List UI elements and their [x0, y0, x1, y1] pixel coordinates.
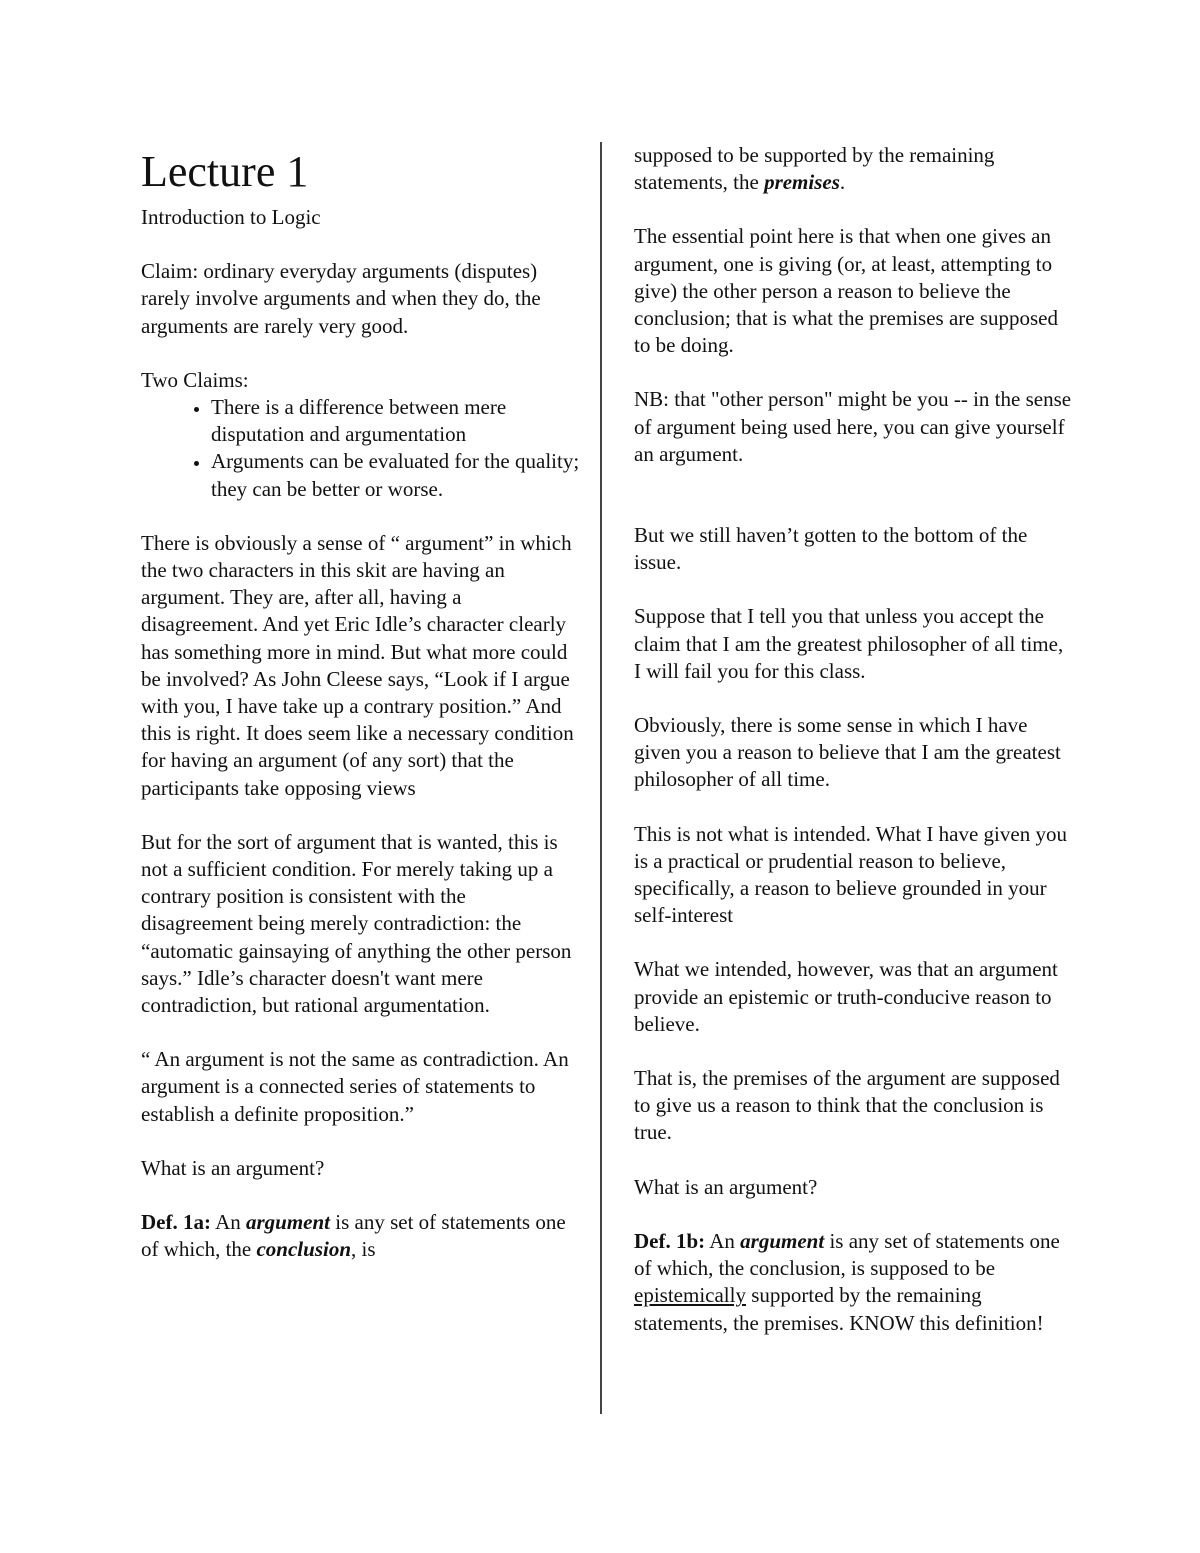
question-heading-right: What is an argument?	[634, 1174, 818, 1199]
lecture-subtitle: Introduction to Logic	[141, 205, 321, 229]
claims-list	[141, 394, 581, 503]
definition-1b	[634, 1228, 1074, 1337]
question-heading-left: What is an argument?	[141, 1155, 325, 1180]
column-divider	[600, 142, 602, 1414]
def-cont-text-1: supposed to be supported by the remaining statements, the	[634, 143, 995, 195]
bottom-of-issue-paragraph: But we still haven’t gotten to the bottom of the issue.	[634, 523, 1028, 575]
lecture-title: Lecture 1	[141, 147, 309, 196]
claim-bullet-1: • There is a difference between mere disputation and argumentation	[211, 394, 581, 448]
argument-quote: “ An argument is not the same as contradiction. An argument is a connected series of statements to establish a definite proposition.”	[141, 1047, 569, 1126]
nb-paragraph: NB: that "other person" might be you -- in the sense of argument being used here, you can give yourself an argument.	[634, 387, 1072, 466]
right-column	[634, 142, 1074, 1364]
def-1a-text-2: is any set of statements one of which, the	[141, 1210, 566, 1262]
definition-1a-continued	[634, 142, 1074, 196]
def-1b-text-2: is any set of statements one of which, the conclusion, is supposed to be	[634, 1228, 1060, 1281]
def-term-premises: premises	[764, 170, 840, 195]
def-1b-text-3: supported by the remaining statements, the premises. KNOW this definition!	[634, 1283, 1044, 1335]
sufficient-condition-paragraph: But for the sort of argument that is wanted, this is not a sufficient condition. For merely taking up a contrary position is consistent with the disagreement being merely contradiction: the “automatic gainsaying of anything the other person says.” Idle’s character doesn't want mere contradiction, but rational argumentation.	[141, 829, 572, 1018]
def-1a-term-conclusion: conclusion	[256, 1237, 352, 1262]
def-1a-term-argument: argument	[246, 1210, 331, 1235]
left-column	[141, 142, 581, 1291]
def-1a-label: Def. 1a:	[141, 1210, 211, 1235]
suppose-paragraph: Suppose that I tell you that unless you accept the claim that I am the greatest philosopher of all time, I will fail you for this class.	[634, 604, 1064, 683]
definition-1a	[141, 1209, 581, 1263]
claim-bullet-2: • Arguments can be evaluated for the quality; they can be better or worse.	[211, 448, 581, 502]
spacer	[634, 495, 1074, 522]
claim-paragraph: Claim: ordinary everyday arguments (disputes) rarely involve arguments and when they do, the arguments are rarely very good.	[141, 259, 541, 338]
def-cont-text-2: .	[839, 170, 846, 195]
argument-sense-paragraph: There is obviously a sense of “ argument” in which the two characters in this skit are having an argument. They are, after all, having a disagreement. And yet Eric Idle’s character clearly has something more in mind. But what more could be involved? As John Cleese says, “Look if I argue with you, I have take up a contrary position.” And this is right. It does seem like a necessary condition for having an argument (of any sort) that the participants take opposing views	[141, 530, 574, 800]
essential-point-paragraph: The essential point here is that when one gives an argument, one is giving (or, at least, attempting to give) the other person a reason to believe the conclusion; that is what the premises are supposed to be doing.	[634, 224, 1058, 358]
what-intended-paragraph: What we intended, however, was that an argument provide an epistemic or truth-conducive reason to believe.	[634, 957, 1058, 1036]
def-1b-epistemically: epistemically	[634, 1283, 746, 1308]
that-is-paragraph: That is, the premises of the argument are supposed to give us a reason to think that the conclusion is true.	[634, 1066, 1060, 1145]
def-1a-text-1: An	[210, 1210, 246, 1235]
def-1b-label: Def. 1b:	[634, 1228, 706, 1253]
obviously-paragraph: Obviously, there is some sense in which I have given you a reason to believe that I am the greatest philosopher of all time.	[634, 713, 1061, 792]
not-intended-paragraph: This is not what is intended. What I have given you is a practical or prudential reason to believe, specifically, a reason to believe grounded in your self-interest	[634, 821, 1067, 928]
two-claims-heading: Two Claims:	[141, 367, 249, 392]
def-1b-term-argument: argument	[740, 1228, 825, 1253]
def-1a-text-3: , is	[351, 1237, 376, 1262]
def-1b-text-1: An	[705, 1228, 741, 1253]
